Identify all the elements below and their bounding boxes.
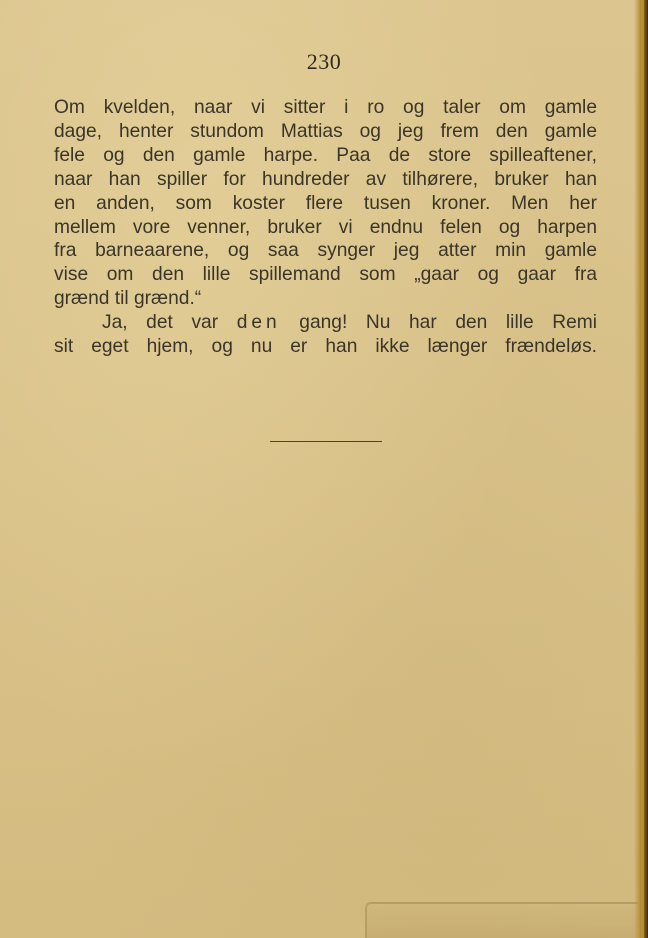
body-text: [54, 96, 597, 359]
end-rule: [270, 441, 382, 442]
text-line: mellem vore venner, bruker vi endnu felen og harpen: [54, 216, 597, 238]
page-edge-gilt: [641, 0, 644, 938]
text-line: Om kvelden, naar vi sitter i ro og taler om gamle: [54, 97, 597, 118]
text-line: naar han spiller for hundreder av tilhørere, bruker han: [54, 168, 597, 190]
text-fragment: Ja, det var: [102, 312, 237, 334]
text-line: en anden, som koster flere tusen kroner. Men her: [54, 192, 597, 214]
text-line: dage, henter stundom Mattias og jeg frem den gamle: [54, 120, 597, 142]
paragraph-line: [54, 311, 597, 335]
text-line: fele og den gamle harpe. Paa de store spilleaftener,: [54, 144, 597, 166]
page-number: 230: [306, 49, 342, 74]
text-line: grænd til grænd.“: [54, 288, 202, 310]
underlying-page-shadow: [365, 902, 648, 938]
emphasized-word: den: [236, 312, 281, 334]
text-line: fra barneaarene, og saa synger jeg atter min gamle: [54, 240, 597, 262]
text-fragment: gang! Nu har den lille Remi: [280, 312, 597, 334]
text-line: sit eget hjem, og nu er han ikke længer frændeløs.: [54, 336, 597, 358]
text-line: vise om den lille spillemand som „gaar og gaar fra: [54, 264, 597, 286]
